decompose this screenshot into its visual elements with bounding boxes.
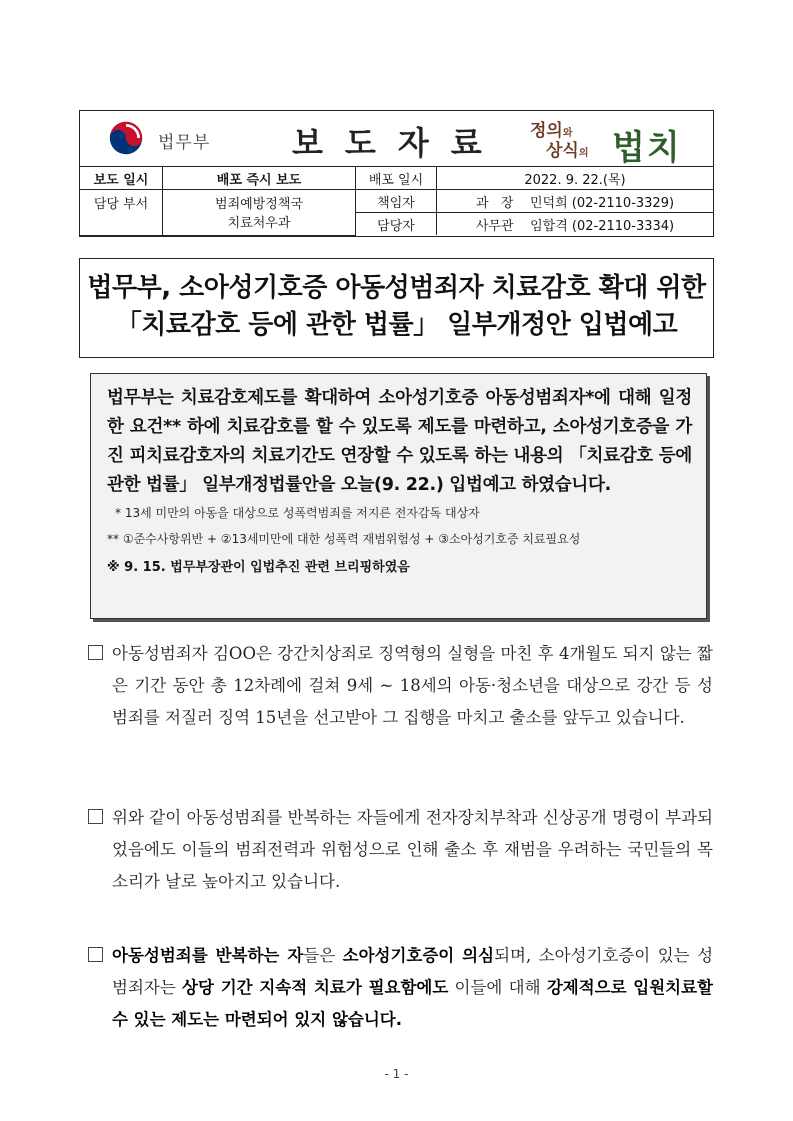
slogan-line2: 상식의 <box>546 141 589 161</box>
responsible-value: 과 장 민덕희 (02-2110-3329) <box>437 190 714 213</box>
header-banner <box>80 111 713 167</box>
body-paragraph-2 <box>88 802 713 898</box>
slogan-logo <box>530 114 710 168</box>
slogan-line1: 정의와 <box>530 121 573 141</box>
summary-lead: 법무부는 치료감호제도를 확대하여 소아성기호증 아동성범죄자*에 대해 일정한 요건** 하에 치료감호를 할 수 있도록 제도를 마련하고, 소아성기호증을 가진 피치료감호자의 치료기간도 연장할 수 있도록 하는 내용의 「치료감호 등에 관한 법률」 일부개정법률안을 오늘(9. 22.) 입법예고 하였습니다. <box>107 388 692 495</box>
ministry-name: 법무부 <box>158 133 211 153</box>
emphasis-text: 아동성범죄를 반복하는 자 <box>112 946 304 965</box>
headline-line2: 「치료감호 등에 관한 법률」 일부개정안 입법예고 <box>115 310 678 340</box>
body-paragraph-3 <box>88 940 713 1036</box>
contact-value: 사무관 임합격 (02-2110-3334) <box>437 213 714 236</box>
body-paragraph-1 <box>88 638 713 734</box>
paragraph-text: 들은 <box>303 946 343 965</box>
emphasis-text: 강제적으로 입원치료할 수 있는 제도는 마련되어 있지 않습니다. <box>112 978 713 1029</box>
contact-label: 담당자 <box>356 213 437 236</box>
department-line1: 범죄예방정책국 <box>215 197 303 213</box>
footnote-2: ** ①준수사항위반 + ②13세미만에 대한 성폭력 재범위험성 + ③소아성기호증 치료필요성 <box>107 532 581 546</box>
paragraph-text: 아동성범죄자 김OO은 강간치상죄로 징역형의 실형을 마친 후 4개월도 되지 않는 짧은 기간 동안 총 12차례에 걸쳐 9세 ~ 18세의 아동·청소년을 대상으로 강간 등 성범죄를 저질러 징역 15년을 선고받아 그 집행을 마치고 출소를 앞두고 있습니다. <box>112 644 713 727</box>
doc-type-title: 보도자료 <box>292 124 504 162</box>
department-line2: 치료처우과 <box>227 216 291 232</box>
responsible-label: 책임자 <box>356 190 437 213</box>
paragraph-text: 되며, 소아성기호증이 있는 성범죄자는 <box>112 946 714 997</box>
checkbox-bullet-icon <box>88 809 103 824</box>
paragraph-text: 위와 같이 아동성범죄를 반복하는 자들에게 전자장치부착과 신상공개 명령이 부과되었음에도 이들의 범죄전력과 위험성으로 인해 출소 후 재범을 우려하는 국민들의 목소리가 날로 높아지고 있습니다. <box>112 808 713 891</box>
checkbox-bullet-icon <box>88 645 103 660</box>
page-number: - 1 - <box>384 1067 409 1081</box>
slogan-emphasis: 법치 <box>612 128 682 168</box>
department-label: 담당 부서 <box>80 190 163 236</box>
department-value <box>163 190 356 236</box>
distribution-label: 배포 일시 <box>356 167 437 190</box>
footnote-1: * 13세 미만의 아동을 대상으로 성폭력범죄를 저지른 전자감독 대상자 <box>115 506 480 520</box>
paragraph-text: 이들에 대해 <box>448 978 547 997</box>
release-value: 배포 즉시 보도 <box>163 167 356 190</box>
distribution-date: 2022. 9. 22.(목) <box>437 167 714 190</box>
release-info-table <box>80 167 713 236</box>
emphasis-text: 상당 기간 지속적 치료가 필요함에도 <box>182 978 449 997</box>
briefing-note: ※ 9. 15. 법무부장관이 입법추진 관련 브리핑하였음 <box>107 560 410 575</box>
emphasis-text: 소아성기호증이 의심 <box>342 946 495 965</box>
press-release-header <box>79 110 714 237</box>
summary-box <box>90 373 707 619</box>
headline-box <box>79 258 714 358</box>
ministry-logo-icon <box>108 120 144 156</box>
release-label: 보도 일시 <box>80 167 163 190</box>
checkbox-bullet-icon <box>88 947 103 962</box>
headline-line1: 법무부, 소아성기호증 아동성범죄자 치료감호 확대 위한 <box>87 273 706 303</box>
